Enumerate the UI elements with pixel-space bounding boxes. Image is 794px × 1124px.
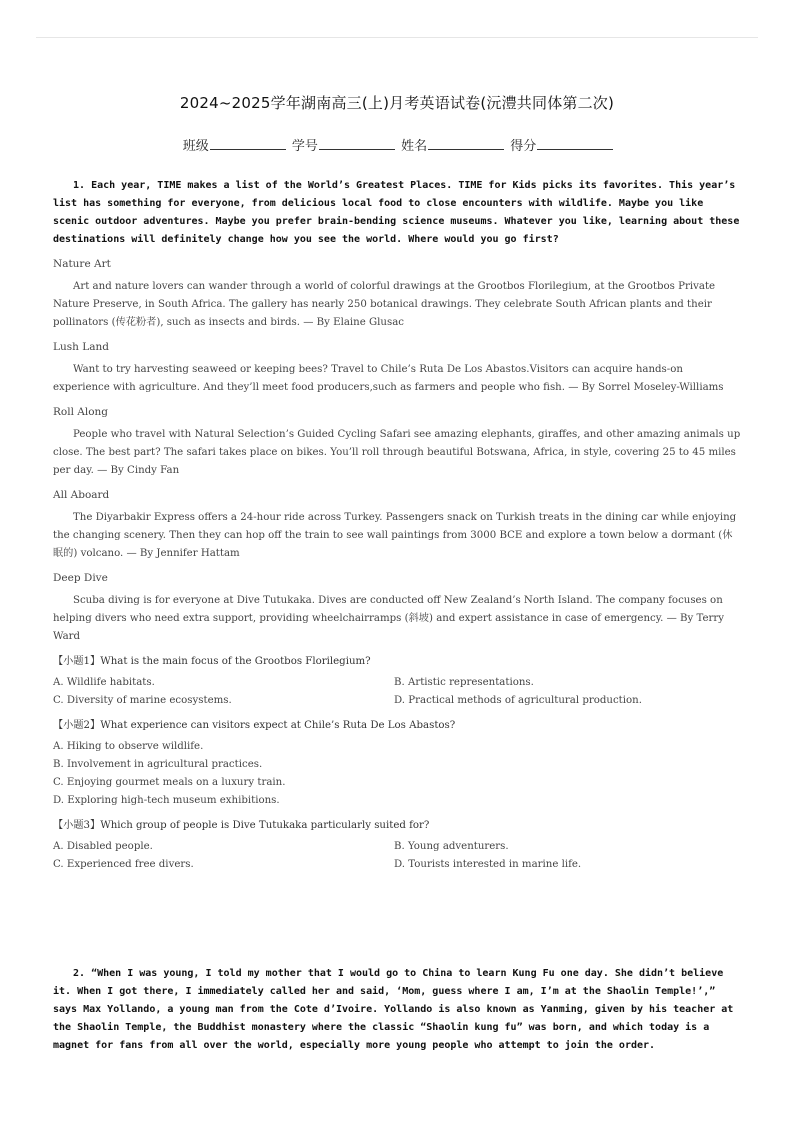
name-blank[interactable]	[428, 138, 504, 150]
subquestion-3-stem: 【小题3】Which group of people is Dive Tutukaka particularly suited for?	[53, 820, 430, 831]
option-c[interactable]: C. Diversity of marine ecosystems.	[53, 695, 232, 706]
subquestion-1-options	[53, 674, 741, 710]
section-body: Scuba diving is for everyone at Dive Tutukaka. Dives are conducted off New Zealand’s North Island. The company focuses on helping divers who need extra support, providing wheelchairramps (斜坡) and expert assistance in case of emergency. — By Terry Ward	[53, 595, 725, 642]
section-heading: Lush Land	[53, 341, 109, 353]
question-1	[53, 177, 741, 878]
section-body: Art and nature lovers can wander through a world of colorful drawings at the Grootbos Florilegium, at the Grootbos Private Nature Preserve, in South Africa. The gallery has nearly 250 botanical drawings. They celebrate South African plants and their pollinators (传花粉者), such as insects and birds. — By Elaine Glusac	[53, 281, 716, 328]
score-blank[interactable]	[537, 138, 613, 150]
option-d[interactable]: D. Tourists interested in marine life.	[394, 859, 582, 870]
question-number: 2.	[73, 968, 86, 979]
question-1-intro	[53, 177, 741, 249]
section-heading: Roll Along	[53, 406, 109, 418]
option-a[interactable]: A. Wildlife habitats.	[53, 677, 155, 688]
section-heading: Deep Dive	[53, 572, 108, 584]
option-d[interactable]: D. Exploring high-tech museum exhibitions.	[53, 795, 280, 806]
student-number-blank[interactable]	[319, 138, 395, 150]
page-title: 2024~2025学年湖南高三(上)月考英语试卷(沅澧共同体第二次)	[179, 94, 615, 112]
score-label: 得分	[510, 139, 537, 154]
option-c[interactable]: C. Enjoying gourmet meals on a luxury train.	[53, 777, 286, 788]
student-info-row	[0, 135, 794, 154]
section-heading: Nature Art	[53, 258, 111, 270]
section-body: The Diyarbakir Express offers a 24-hour ride across Turkey. Passengers snack on Turkish treats in the dining car while enjoying the changing scenery. Then they can hop off the train to see wall paintings from 3000 BCE and explore a town below a dormant (休眠的) volcano. — By Jennifer Hattam	[53, 512, 737, 559]
option-a[interactable]: A. Hiking to observe wildlife.	[53, 741, 204, 752]
option-b[interactable]: B. Artistic representations.	[394, 677, 534, 688]
student-number-label: 学号	[291, 139, 318, 154]
header-divider	[36, 37, 758, 38]
option-b[interactable]: B. Involvement in agricultural practices.	[53, 759, 263, 770]
class-label: 班级	[182, 139, 209, 154]
subquestion-2-options	[53, 738, 741, 810]
option-a[interactable]: A. Disabled people.	[53, 841, 153, 852]
option-b[interactable]: B. Young adventurers.	[394, 841, 509, 852]
passage-intro: Each year, TIME makes a list of the World’s Greatest Places. TIME for Kids picks its favorites. This year’s list has something for everyone, from delicious local food to close encounters with wildlife. Maybe you like scenic outdoor adventures. Maybe you prefer brain-bending science museums. Whatever you like, learning about these destinations will definitely change how you see the world. Where would you go first?	[53, 180, 740, 245]
name-label: 姓名	[401, 139, 428, 154]
subquestion-2-stem: 【小题2】What experience can visitors expect at Chile’s Ruta De Los Abastos?	[53, 720, 456, 731]
option-c[interactable]: C. Experienced free divers.	[53, 859, 194, 870]
question-2-intro	[53, 965, 741, 1055]
question-number: 1.	[73, 180, 86, 191]
section-body: Want to try harvesting seaweed or keeping bees? Travel to Chile’s Ruta De Los Abastos.Visitors can acquire hands-on experience with agriculture. And they’ll meet food producers,such as farmers and people who fish. — By Sorrel Moseley-Williams	[53, 364, 724, 393]
section-heading: All Aboard	[53, 489, 110, 501]
passage-intro: “When I was young, I told my mother that I would go to China to learn Kung Fu one day. She didn’t believe it. When I got there, I immediately called her and said, ‘Mom, guess where I am, I’m at the Shaolin Temple!’,” says Max Yollando, a young man from the Cote d’Ivoire. Yollando is also known as Yanming, given by his teacher at the Shaolin Temple, the Buddhist monastery where the classic “Shaolin kung fu” was born, and which today is a magnet for fans from all over the world, especially more young people who attempt to join the order.	[53, 968, 734, 1051]
section-body: People who travel with Natural Selection’s Guided Cycling Safari see amazing elephants, giraffes, and other amazing animals up close. The best part? The safari takes place on bikes. You’ll roll through beautiful Botswana, Africa, in style, covering 25 to 45 miles per day. — By Cindy Fan	[53, 429, 741, 476]
class-blank[interactable]	[210, 138, 286, 150]
option-d[interactable]: D. Practical methods of agricultural production.	[394, 695, 642, 706]
subquestion-1-stem: 【小题1】What is the main focus of the Grootbos Florilegium?	[53, 656, 371, 667]
question-2	[53, 965, 741, 1055]
subquestion-3-options	[53, 838, 741, 874]
